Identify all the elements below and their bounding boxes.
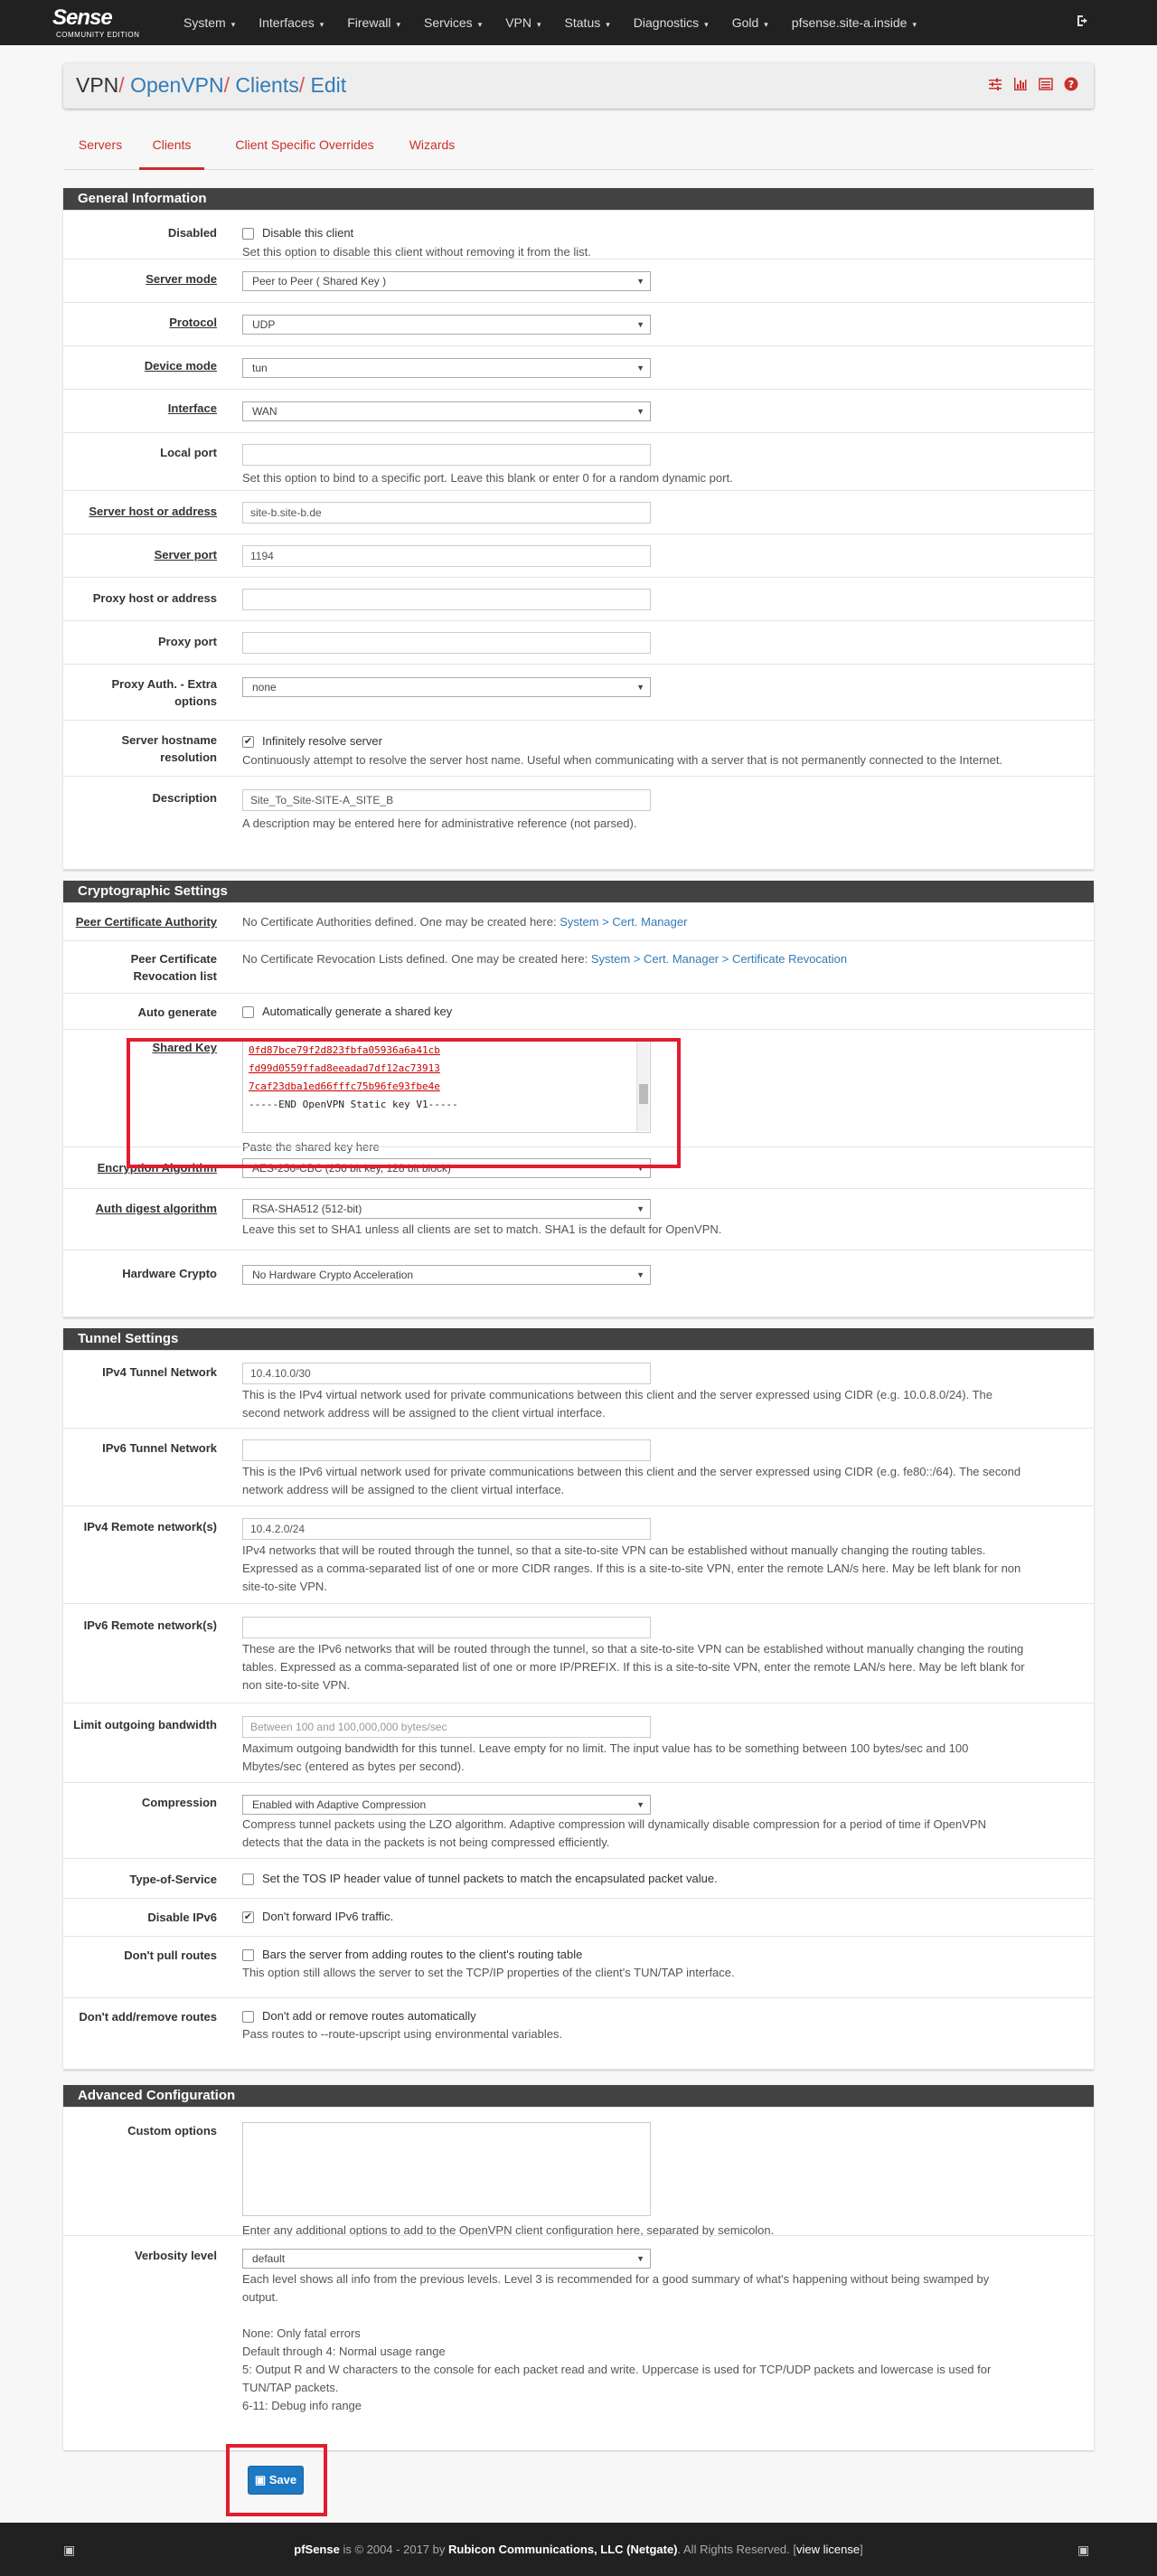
chevron-down-icon: ▼ — [636, 683, 644, 692]
row-server-mode — [63, 259, 1094, 302]
caret-down-icon: ▾ — [704, 20, 709, 29]
menu-status[interactable]: Status ▾ — [564, 15, 610, 30]
caret-down-icon: ▾ — [477, 20, 483, 29]
ipv6-tunnel-input[interactable] — [242, 1439, 651, 1461]
tab-servers[interactable]: Servers — [78, 137, 123, 152]
ipv4-remote-input[interactable]: 10.4.2.0/24 — [242, 1518, 651, 1540]
verbosity-label: Verbosity level — [134, 2249, 217, 2262]
tos-label: Type-of-Service — [129, 1873, 217, 1886]
footer — [0, 2523, 1157, 2576]
device-mode-label: Device mode — [144, 359, 217, 373]
caret-down-icon: ▾ — [230, 20, 236, 29]
tab-wizards[interactable]: Wizards — [409, 137, 456, 152]
row-proxy-port — [63, 620, 1094, 664]
ipv6-tunnel-label: IPv6 Tunnel Network — [102, 1441, 217, 1455]
shared-key-help: Paste the shared key here — [242, 1140, 380, 1154]
row-server-port — [63, 533, 1094, 577]
hostname-resolution-checkbox-label: Infinitely resolve server — [262, 734, 382, 748]
row-proxy-host — [63, 577, 1094, 620]
breadcrumb: VPN/ OpenVPN/ Clients/ Edit — [76, 73, 347, 97]
row-local-port — [63, 432, 1094, 490]
dont-add-remove-routes-label: Don't add/remove routes — [79, 2010, 217, 2024]
ipv4-tunnel-label: IPv4 Tunnel Network — [102, 1365, 217, 1379]
custom-options-label: Custom options — [127, 2124, 217, 2137]
breadcrumb-openvpn[interactable]: OpenVPN — [130, 73, 224, 97]
advanced-configuration-heading: Advanced Configuration — [63, 2085, 1094, 2107]
pfsense-logo[interactable] — [52, 5, 154, 42]
breadcrumb-clients[interactable]: Clients — [235, 73, 299, 97]
ipv6-remote-help: These are the IPv6 networks that will be routed through the tunnel, so that a site-to-site VPN can be established without manually changing the routing tables. Expressed as a comma-separated list of one or more IP/PREFIX. If this is a site-to-site VPN, enter the remote LAN/s here. May be left blank for non site-to-site VPN. — [242, 1642, 1025, 1692]
chevron-down-icon: ▼ — [636, 407, 644, 416]
brand-subtitle: COMMUNITY EDITION — [56, 31, 140, 39]
encryption-select[interactable]: AES-256-CBC (256 bit key, 128 bit block) ▼ — [242, 1158, 651, 1178]
save-icon: ▣ — [254, 2473, 269, 2486]
tab-clients[interactable]: Clients — [139, 123, 204, 170]
row-server-host — [63, 490, 1094, 533]
interface-select[interactable]: WAN ▼ — [242, 401, 651, 421]
row-protocol — [63, 302, 1094, 345]
header-icons — [987, 77, 1079, 93]
menu-vpn[interactable]: VPN ▾ — [505, 15, 541, 30]
server-mode-select[interactable]: Peer to Peer ( Shared Key ) ▼ — [242, 271, 651, 291]
view-license-link[interactable]: view license — [796, 2543, 861, 2556]
peer-ca-label: Peer Certificate Authority — [75, 915, 217, 929]
chevron-down-icon: ▼ — [636, 1800, 644, 1809]
interface-label: Interface — [167, 401, 217, 415]
page-header — [63, 63, 1094, 109]
row-auth-digest — [63, 1188, 1094, 1250]
shared-key-highlight — [127, 1038, 681, 1168]
sliders-icon[interactable] — [987, 77, 1003, 93]
menu-diagnostics[interactable]: Diagnostics ▾ — [633, 15, 709, 30]
server-mode-label: Server mode — [146, 272, 217, 286]
compression-select[interactable]: Enabled with Adaptive Compression ▼ — [242, 1795, 651, 1815]
general-information-heading: General Information — [63, 188, 1094, 210]
logout-icon[interactable] — [1076, 14, 1092, 30]
dont-pull-routes-checkbox-label: Bars the server from adding routes to the client's routing table — [262, 1948, 583, 1961]
proxy-auth-select[interactable]: none ▼ — [242, 677, 651, 697]
chevron-down-icon: ▼ — [636, 277, 644, 286]
auth-digest-help: Leave this set to SHA1 unless all clients are set to match. SHA1 is the default for OpenVPN. — [242, 1222, 722, 1236]
caret-down-icon: ▾ — [912, 20, 917, 29]
auto-generate-checkbox-label: Automatically generate a shared key — [262, 1005, 453, 1018]
auto-generate-checkbox[interactable] — [242, 1006, 254, 1018]
custom-options-help: Enter any additional options to add to the OpenVPN client configuration here, separated by semicolon. — [242, 2223, 775, 2237]
server-port-label: Server port — [154, 548, 217, 561]
verbosity-select[interactable]: default ▼ — [242, 2249, 651, 2269]
row-peer-ca — [63, 902, 1094, 940]
row-hostname-resolution — [63, 720, 1094, 776]
row-dont-pull-routes — [63, 1936, 1094, 1997]
row-custom-options — [63, 2107, 1094, 2235]
tunnel-settings-panel — [63, 1328, 1094, 2070]
row-verbosity — [63, 2235, 1094, 2450]
row-bandwidth — [63, 1703, 1094, 1782]
bandwidth-label: Limit outgoing bandwidth — [73, 1718, 217, 1731]
row-ipv6-tunnel — [63, 1428, 1094, 1505]
save-button[interactable]: ▣ Save — [248, 2466, 304, 2495]
disable-ipv6-checkbox[interactable]: ✔ — [243, 1911, 253, 1922]
top-navbar — [0, 0, 1157, 45]
hardware-crypto-label: Hardware Crypto — [122, 1267, 217, 1280]
ipv4-remote-label: IPv4 Remote network(s) — [83, 1520, 217, 1533]
disabled-help: Set this option to disable this client without removing it from the list. — [242, 245, 591, 259]
proxy-port-label: Proxy port — [157, 635, 217, 648]
menu-firewall[interactable]: Firewall ▾ — [347, 15, 400, 30]
bandwidth-help: Maximum outgoing bandwidth for this tunnel. Leave empty for no limit. The input value has to be something between 100 bytes/sec and 100 Mbytes/sec (entered as bytes per second). — [242, 1741, 969, 1773]
cert-manager-link[interactable]: System > Cert. Manager — [560, 915, 688, 929]
row-ipv4-tunnel — [63, 1350, 1094, 1428]
encryption-label: Encryption Algorithm — [97, 1161, 217, 1175]
server-host-label: Server host or address — [89, 505, 217, 518]
dont-pull-routes-label: Don't pull routes — [124, 1949, 217, 1962]
row-proxy-auth — [63, 664, 1094, 720]
compression-help: Compress tunnel packets using the LZO algorithm. Adaptive compression will dynamically disable compression for a period of time if OpenVPN detects that the data in the packets is not being compressed efficiently. — [242, 1817, 986, 1849]
general-information-panel — [63, 188, 1094, 870]
hostname-resolution-label: Server hostname resolution — [121, 733, 217, 764]
cryptographic-settings-heading: Cryptographic Settings — [63, 881, 1094, 902]
disabled-checkbox[interactable] — [242, 228, 254, 240]
ipv6-remote-label: IPv6 Remote network(s) — [83, 1618, 217, 1632]
caret-down-icon: ▾ — [606, 20, 610, 29]
dont-add-remove-routes-help: Pass routes to --route-upscript using environmental variables. — [242, 2027, 563, 2041]
ipv4-tunnel-help: This is the IPv4 virtual network used for private communications between this client and the server expressed using CIDR (e.g. 10.0.8.0/24). The second network address will be assigned to the client virtual interface. — [242, 1388, 993, 1420]
tab-client-specific-overrides[interactable]: Client Specific Overrides — [235, 137, 374, 152]
disable-ipv6-label: Disable IPv6 — [147, 1911, 217, 1924]
footer-copyright: pfSense is © 2004 - 2017 by Rubicon Communications, LLC (Netgate). All Rights Reserved. [view license] — [294, 2543, 863, 2556]
menu-services[interactable]: Services ▾ — [424, 15, 483, 30]
bandwidth-input[interactable]: Between 100 and 100,000,000 bytes/sec — [242, 1716, 651, 1738]
custom-options-textarea[interactable] — [242, 2122, 651, 2216]
description-help: A description may be entered here for administrative reference (not parsed). — [242, 816, 637, 830]
row-auto-generate — [63, 993, 1094, 1029]
tos-checkbox-label: Set the TOS IP header value of tunnel packets to match the encapsulated packet value. — [262, 1872, 718, 1885]
caret-down-icon: ▾ — [537, 20, 541, 29]
hostname-resolution-checkbox[interactable]: ✔ — [243, 736, 253, 747]
certificate-revocation-link[interactable]: System > Cert. Manager > Certificate Revocation — [590, 952, 848, 966]
proxy-host-label: Proxy host or address — [92, 591, 217, 605]
device-mode-select[interactable]: tun ▼ — [242, 358, 651, 378]
menu-interfaces[interactable]: Interfaces ▾ — [259, 15, 325, 30]
help-icon[interactable] — [1063, 77, 1079, 93]
row-dont-add-remove-routes — [63, 1997, 1094, 2070]
description-input[interactable]: Site_To_Site-SITE-A_SITE_B — [242, 789, 651, 811]
row-device-mode — [63, 345, 1094, 389]
menu-hostname[interactable]: pfsense.site-a.inside ▾ — [791, 15, 917, 30]
chevron-down-icon: ▼ — [636, 363, 644, 373]
main-menu — [172, 0, 928, 45]
protocol-label: Protocol — [169, 316, 217, 329]
verbosity-help: Each level shows all info from the previous levels. Level 3 is recommended for a good summary of what's happening without being swamped by output. None: Only fatal errors Default through 4: Normal usage range 5: Output R and W characters to the console for each packet read and write. Uppercase is used for TCP/UDP packets and lowercase is used for TUN/TAP packets. 6-11: Debug info range — [242, 2272, 992, 2412]
disabled-label: Disabled — [167, 226, 217, 240]
shared-key-label: Shared Key — [152, 1041, 217, 1054]
peer-crl-label: Peer Certificate Revocation list — [130, 952, 217, 983]
local-port-label: Local port — [160, 446, 217, 459]
bar-chart-icon[interactable] — [1012, 77, 1029, 93]
peer-crl-text: No Certificate Revocation Lists defined. One may be created here: System > Cert. Manager > Certificate Revocation — [242, 952, 848, 966]
compression-label: Compression — [141, 1796, 217, 1809]
peer-ca-text: No Certificate Authorities defined. One may be created here: System > Cert. Manager — [242, 915, 688, 929]
row-interface — [63, 389, 1094, 432]
caret-down-icon: ▾ — [396, 20, 400, 29]
hostname-resolution-help: Continuously attempt to resolve the server host name. Useful when communicating with a server that is not permanently connected to the Internet. — [242, 753, 1003, 767]
caret-down-icon: ▾ — [764, 20, 768, 29]
ipv6-remote-input[interactable] — [242, 1617, 651, 1638]
chevron-down-icon: ▼ — [636, 1164, 644, 1173]
log-list-icon[interactable] — [1038, 77, 1054, 93]
protocol-select[interactable]: UDP ▼ — [242, 315, 651, 335]
footer-left-icon[interactable]: ▣ — [63, 2543, 76, 2557]
proxy-host-input[interactable] — [242, 589, 651, 610]
hardware-crypto-select[interactable]: No Hardware Crypto Acceleration ▼ — [242, 1265, 651, 1285]
dont-add-remove-routes-checkbox-label: Don't add or remove routes automatically — [262, 2009, 476, 2023]
auth-digest-label: Auth digest algorithm — [95, 1202, 217, 1215]
chevron-down-icon: ▼ — [636, 1270, 644, 1279]
local-port-input[interactable] — [242, 444, 651, 466]
local-port-help: Set this option to bind to a specific port. Leave this blank or enter 0 for a random dynamic port. — [242, 471, 733, 485]
breadcrumb-vpn: VPN — [76, 73, 119, 97]
menu-system[interactable]: System ▾ — [183, 15, 236, 30]
server-port-input[interactable]: 1194 — [242, 545, 651, 567]
row-disabled — [63, 210, 1094, 259]
tab-bar — [63, 123, 1094, 170]
shared-key-textarea[interactable]: 0fd87bce79f2d823fbfa05936a6a41cb fd99d0559ffad8eeadad7df12ac73913 7caf23dba1ed66fffc75b96fe93fbe4e -----END OpenVPN Static key V1----- — [242, 1039, 651, 1133]
auth-digest-select[interactable]: RSA-SHA512 (512-bit) ▼ — [242, 1199, 651, 1219]
proxy-port-input[interactable] — [242, 632, 651, 654]
chevron-down-icon: ▼ — [636, 1204, 644, 1213]
chevron-down-icon: ▼ — [636, 2254, 644, 2263]
description-label: Description — [152, 791, 217, 805]
ipv4-tunnel-input[interactable]: 10.4.10.0/30 — [242, 1363, 651, 1384]
row-hardware-crypto — [63, 1250, 1094, 1317]
row-disable-ipv6 — [63, 1898, 1094, 1936]
row-ipv4-remote — [63, 1505, 1094, 1603]
advanced-configuration-panel — [63, 2085, 1094, 2450]
ipv4-remote-help: IPv4 networks that will be routed through the tunnel, so that a site-to-site VPN can be established without manually changing the routing tables. Expressed as a comma-separated list of one or more CIDR ranges. If this is a site-to-site VPN, enter the remote LAN/s here. May be left blank for non site-to-site VPN. — [242, 1543, 1021, 1593]
proxy-auth-label: Proxy Auth. - Extra options — [111, 677, 217, 708]
footer-right-icon[interactable]: ▣ — [1077, 2543, 1090, 2557]
row-peer-crl — [63, 940, 1094, 993]
auto-generate-label: Auto generate — [137, 1005, 217, 1019]
menu-gold[interactable]: Gold ▾ — [731, 15, 768, 30]
server-host-input[interactable]: site-b.site-b.de — [242, 502, 651, 524]
disable-ipv6-checkbox-label: Don't forward IPv6 traffic. — [262, 1910, 394, 1923]
ipv6-tunnel-help: This is the IPv6 virtual network used for private communications between this client and the server expressed using CIDR (e.g. fe80::/64). The second network address will be assigned to the client virtual interface. — [242, 1465, 1021, 1496]
tos-checkbox[interactable] — [242, 1873, 254, 1885]
breadcrumb-edit[interactable]: Edit — [310, 73, 347, 97]
tunnel-settings-heading: Tunnel Settings — [63, 1328, 1094, 1350]
dont-add-remove-routes-checkbox[interactable] — [242, 2011, 254, 2023]
dont-pull-routes-help: This option still allows the server to set the TCP/IP properties of the client's TUN/TAP interface. — [242, 1966, 735, 1979]
chevron-down-icon: ▼ — [636, 320, 644, 329]
brand-text: Sense — [52, 5, 112, 30]
svg-text:?: ? — [1068, 79, 1075, 90]
row-description — [63, 776, 1094, 870]
disabled-checkbox-label: Disable this client — [262, 226, 354, 240]
row-ipv6-remote — [63, 1603, 1094, 1703]
caret-down-icon: ▾ — [319, 20, 325, 29]
row-tos — [63, 1858, 1094, 1898]
dont-pull-routes-checkbox[interactable] — [242, 1949, 254, 1961]
row-compression — [63, 1782, 1094, 1858]
